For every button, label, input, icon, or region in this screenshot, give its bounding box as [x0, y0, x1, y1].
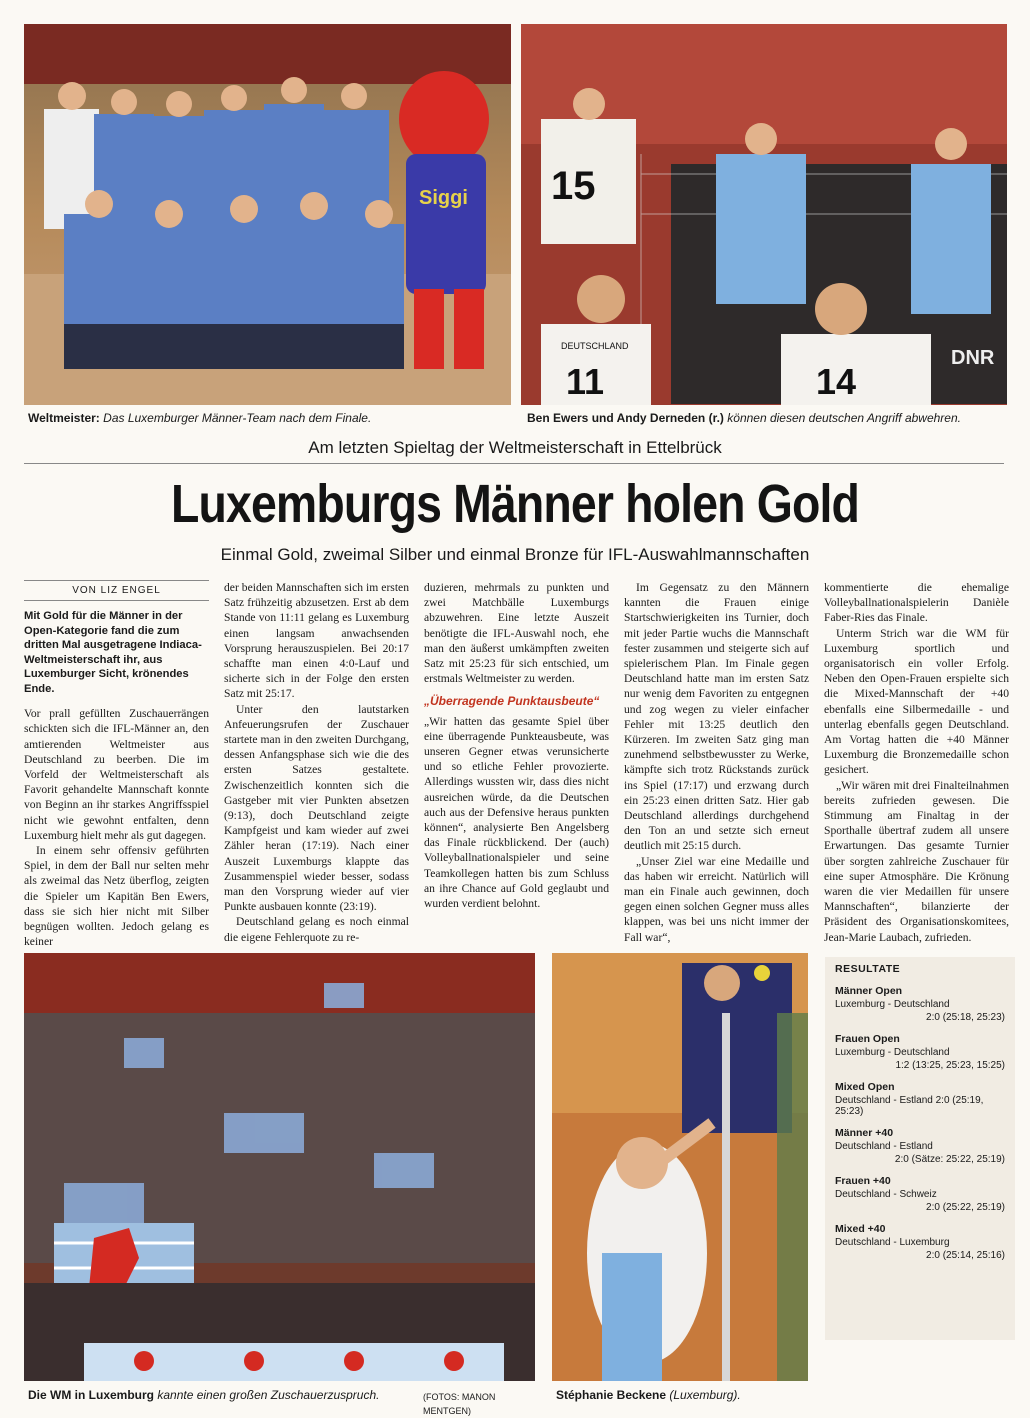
block-photo [521, 24, 1007, 405]
kicker-divider [24, 463, 1004, 464]
column-5 [824, 580, 1009, 945]
paragraph: In einem sehr offensiv geführten Spiel, in dem der Ball nur selten mehr als zweimal das Netz überflog, zeigten die Spieler um Kapitän Ben Ewers, dass sie sich hier nicht mit Silber begnügen wollten. Jedoch gelang es keiner [24, 844, 209, 949]
player-photo [552, 953, 808, 1381]
results-item: Frauen +40 Deutschland - Schweiz 2:0 (25:22, 25:19) [835, 1175, 1005, 1213]
kicker: Am letzten Spieltag der Weltmeisterschaft in Ettelbrück [308, 438, 722, 457]
column-4 [624, 580, 809, 945]
jersey-number-mid: 11 [566, 361, 605, 402]
headline: Luxemburgs Männer holen Gold [170, 474, 860, 534]
subhead: Einmal Gold, zweimal Silber und einmal Bronze für IFL-Auswahlmannschaften [220, 545, 810, 564]
paragraph: „Unser Ziel war eine Medaille und das haben wir erreicht. Natürlich will man ein Finale auch gewinnen, doch gegen einen solchen Gegner muss alles klappen, was bei uns nicht immer der Fall war“, [624, 854, 809, 944]
top-left-caption: Weltmeister: Das Luxemburger Männer-Team nach dem Finale. [28, 411, 372, 425]
paragraph: duzieren, mehrmals zu punkten und zwei Matchbälle Luxemburgs abzuwehren. Eine letzte Auszeit benötigte die IFL-Auswahl noch, ehe man den äußerst umkämpften zweiten Satz mit 25:23 für sich entschied, um erstmals Weltmeister zu werden. [424, 581, 609, 686]
sponsor-sign: DNR [951, 347, 995, 369]
paragraph: Im Gegensatz zu den Männern kannten die Frauen einige Startschwierigkeiten ins Turnier, doch mit jeder Partie wuchs die Mannschaft fester zusammen und steigerte sich auf spielerischem Plan. Im Finale gegen Deutschland hatte man im ersten Satz nur wenig dem Favoriten zu entgegnen und zog wegen zu vieler einfacher Fehler mit 13:25 deutlich den Kürzeren. Im zweiten Satz ging man zunehmend selbstbewusster zu Werke, kämpfte sich trotz Rückstands zurück ins Spiel (17:17) und erzwang durch ein 25:23 einen dritten Satz. Hier gab Deutschland allerdings durchgehend den Ton an und setzte sich erneut deutlich mit 25:15 durch. [624, 581, 809, 853]
paragraph: „Wir wären mit drei Finalteilnahmen bereits zufrieden gewesen. Die Stimmung am Finaltag in der Sporthalle übertraf zudem all unsere Erwartungen. Das gesamte Turnier über sorgten zahlreiche Zuschauer für eine super Atmosphäre. Die Krönung waren die vier Medaillen für unsere Mannschaften“, bilanzierte der Präsident des Organisationskomitees, Jean-Marie Laubach, zufrieden. [824, 778, 1009, 944]
column-3 [424, 580, 609, 911]
paragraph: Unter den lautstarken Anfeuerungsrufen der Zuschauer startete man in den zweiten Durchgang, dessen Anfangsphase sich wie die des ersten Satzes gestaltete. Zwischenzeitlich konnten sich die Gastgeber mit vier Punkten absetzen (9:13), doch Deutschland zeigte Kampfgeist und kam wieder auf zwei Zähler heran (17:19). Nach einer Auszeit Luxemburgs klappte das Zusammenspiel wieder besser, sodass man den Vorsprung wieder auf vier Punkte ausbauen konnte (23:19). [224, 702, 409, 914]
jersey-number-left: 15 [551, 164, 596, 208]
paragraph: kommentierte die ehemalige Volleyballnationalspielerin Danièle Faber-Ries das Finale. [824, 581, 1009, 625]
paragraph: Unterm Strich war die WM für Luxemburg sportlich und organisatorisch ein voller Erfolg. Neben den Open-Frauen erspielte sich die Mixed-Mannschaft der +40 ebenfalls eine Silbermedaille - und unterlag ebenfalls gegen Deutschland. Am Vortag hatten die +40 Männer Luxemburg die Bronzemedaille schon gesichert. [824, 626, 1009, 777]
results-item: Frauen Open Luxemburg - Deutschland 1:2 (13:25, 25:23, 15:25) [835, 1033, 1005, 1071]
paragraph: „Wir hatten das gesamte Spiel über eine überragende Punkteausbeute, was unseren Gegner etwas verunsicherte und so etliche Fehler provozierte. Allerdings wussten wir, dass dies nicht ausreichen würde, da die Deutschen auch aus der Defensive heraus punkten können“, analysierte Ben Angelsberg das Finale rückblickend. Der (auch) Volleyballnationalspieler und seine Teamkollegen hatten bis zum Schluss an ihre Chance auf Gold geglaubt und wurden verdient belohnt. [424, 714, 609, 911]
paragraph: Deutschland gelang es noch einmal die eigene Fehlerquote zu re- [224, 915, 409, 944]
team-photo [24, 24, 511, 405]
results-item: Mixed +40 Deutschland - Luxemburg 2:0 (25:14, 25:16) [835, 1223, 1005, 1261]
bottom-left-caption: Die WM in Luxemburg kannte einen großen Zuschauerzuspruch. [28, 1388, 380, 1402]
column-2 [224, 580, 409, 945]
jersey-number-right: 14 [816, 361, 857, 402]
shirt-label: DEUTSCHLAND [561, 341, 629, 351]
photo-credit: (FOTOS: MANON MENTGEN) [423, 1392, 496, 1416]
top-right-caption: Ben Ewers und Andy Derneden (r.) können diesen deutschen Angriff abwehren. [527, 411, 961, 425]
results-item: Mixed Open Deutschland - Estland 2:0 (25:19, 25:23) [835, 1081, 984, 1117]
results-item: Männer Open Luxemburg - Deutschland 2:0 (25:18, 25:23) [835, 985, 1005, 1023]
results-item: Männer +40 Deutschland - Estland 2:0 (Sätze: 25:22, 25:19) [835, 1127, 1005, 1165]
results-title: RESULTATE [835, 963, 901, 975]
mascot-label: Siggi [419, 187, 468, 209]
lead-paragraph: Mit Gold für die Männer in der Open-Kategorie fand die zum dritten Mal ausgetragene Indiaca-Weltmeisterschaft ihr, aus Luxemburger Sicht, krönendes Ende. [24, 610, 202, 695]
column-1 [24, 580, 209, 949]
bottom-right-caption: Stéphanie Beckene (Luxemburg). [556, 1388, 741, 1402]
paragraph: Vor prall gefüllten Zuschauerrängen schickten sich die IFL-Männer an, den amtierenden Weltmeister aus Deutschland zu beerben. Die im Vorfeld der Weltmeisterschaft als Favorit gehandelte Mannschaft konnte von Beginn an ihr starkes Angriffsspiel nicht wie gewohnt entfalten, denn Luxemburg hielt mehr als gut dagegen. [24, 707, 209, 842]
results-box [825, 957, 1015, 1340]
byline: VON LIZ ENGEL [24, 580, 209, 601]
section-subhead: „Überragende Punktausbeute“ [424, 694, 600, 709]
paragraph: der beiden Mannschaften sich im ersten Satz frühzeitig abzusetzen. Erst ab dem Stande von 11:11 gelang es Luxemburg einen langsam anwachsenden Vorsprung herauszuspielen. Bei 20:17 schaffte man einen 4:0-Lauf und sicherte sich in der Folge den ersten Satz mit 25:17. [224, 581, 409, 701]
crowd-photo [24, 953, 535, 1381]
